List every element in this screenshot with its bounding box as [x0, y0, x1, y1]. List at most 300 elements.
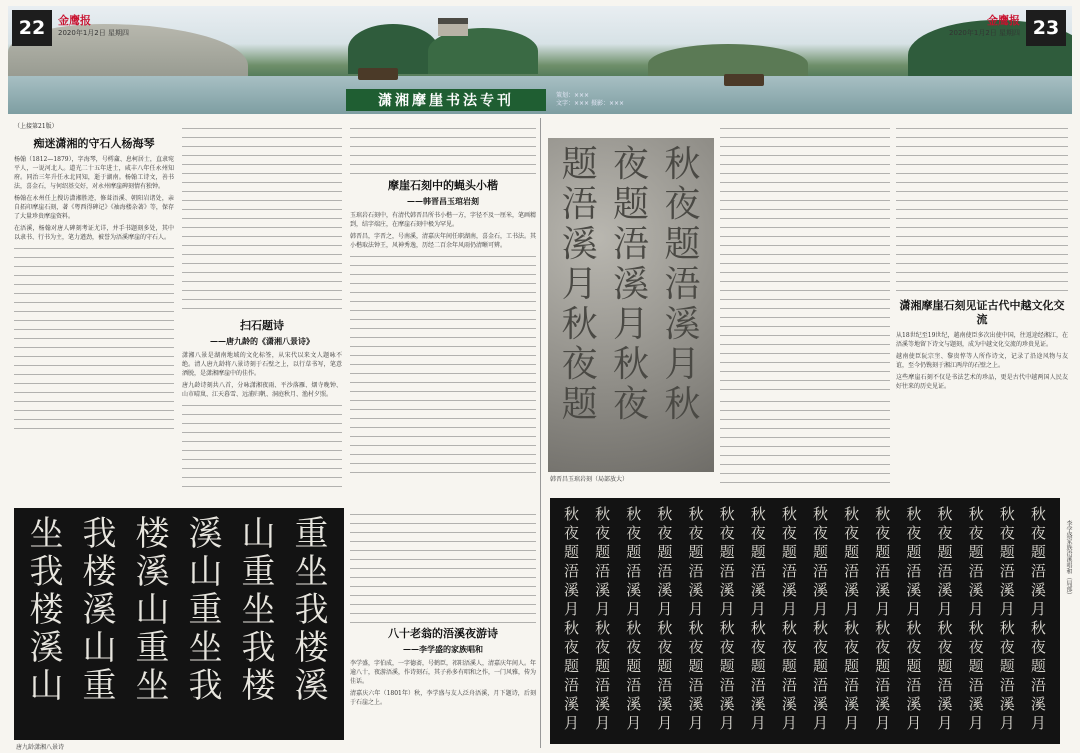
calligraphy-glyph: 月 [999, 600, 1015, 618]
calligraphy-glyph: 溪 [595, 581, 611, 599]
calligraphy-glyph: 溪 [82, 590, 117, 630]
calligraphy-glyph: 楼 [82, 552, 117, 592]
calligraphy-glyph: 题 [1030, 657, 1046, 675]
calligraphy-glyph: 重 [241, 552, 276, 592]
body-text-lines [350, 511, 536, 623]
calligraphy-glyph: 溪 [688, 581, 704, 599]
calligraphy-column [242, 516, 276, 732]
calligraphy-glyph: 题 [875, 657, 891, 675]
calligraphy-glyph: 山 [241, 514, 276, 554]
calligraphy-glyph: 溪 [906, 581, 922, 599]
supplement-title: 潇湘摩崖书法专刊 [346, 89, 546, 111]
calligraphy-column [564, 506, 579, 736]
calligraphy-glyph: 浯 [626, 562, 642, 580]
calligraphy-glyph: 题 [612, 184, 649, 225]
calligraphy-glyph: 秋 [999, 619, 1015, 637]
article-paragraph: 杨翰（1812—1879），字海琴，号樗盦、息柯居士，直隶宛平人，一说河北人。道光二十五年进士，咸丰八年任永州知府。同治三年升任永北同知，逝于湖南。杨翰工诗文，善书法，喜金石，与何绍基交好，对永州摩崖碑刻情有独钟。 [14, 156, 174, 190]
calligraphy-glyph: 浯 [561, 184, 598, 225]
calligraphy-glyph: 月 [906, 600, 922, 618]
calligraphy-column [906, 506, 921, 736]
calligraphy-glyph: 浯 [564, 676, 580, 694]
body-text-lines [182, 125, 342, 315]
article-paragraph: 潇湘八景是湖南地域的文化标签，从宋代以来文人题咏不绝。清人唐九龄将八景诗刻于石壁之上，以行草书写，笔意洒脱，是潇湘摩崖中的佳作。 [182, 352, 342, 377]
calligraphy-glyph: 月 [844, 600, 860, 618]
stone-glyphs [548, 138, 714, 472]
body-text-lines [350, 253, 536, 473]
calligraphy-glyph: 题 [844, 543, 860, 561]
calligraphy-glyph: 秋 [564, 505, 580, 523]
calligraphy-glyph: 我 [241, 628, 276, 668]
calligraphy-glyph: 秋 [968, 505, 984, 523]
calligraphy-glyph: 重 [135, 628, 170, 668]
calligraphy-column [562, 146, 598, 464]
calligraphy-glyph: 溪 [875, 695, 891, 713]
calligraphy-glyph: 题 [561, 144, 598, 185]
calligraphy-glyph: 浯 [844, 676, 860, 694]
calligraphy-glyph: 月 [1030, 600, 1046, 618]
calligraphy-glyph: 浯 [781, 562, 797, 580]
calligraphy-column [595, 506, 610, 736]
calligraphy-glyph: 我 [188, 666, 223, 706]
calligraphy-glyph: 浯 [937, 562, 953, 580]
calligraphy-glyph: 浯 [750, 562, 766, 580]
calligraphy-glyph: 溪 [626, 581, 642, 599]
body-text-lines [350, 125, 536, 175]
article-title: 摩崖石刻中的蝇头小楷 [388, 179, 498, 192]
page-number-left: 22 [12, 10, 52, 46]
calligraphy-glyph: 夜 [612, 144, 649, 185]
calligraphy-glyph: 浯 [844, 562, 860, 580]
calligraphy-glyph: 溪 [29, 628, 64, 668]
calligraphy-glyph: 月 [844, 714, 860, 732]
calligraphy-column [782, 506, 797, 736]
calligraphy-glyph: 秋 [750, 619, 766, 637]
calligraphy-glyph: 题 [968, 543, 984, 561]
body-text-lines [720, 398, 890, 488]
article-column [896, 122, 1068, 492]
calligraphy-column [813, 506, 828, 736]
credits-line: 文字：××× 摄影：××× [556, 100, 625, 107]
calligraphy-glyph: 题 [937, 657, 953, 675]
calligraphy-glyph: 题 [813, 543, 829, 561]
calligraphy-glyph: 夜 [561, 344, 598, 385]
calligraphy-rubbing-photo [14, 508, 344, 740]
calligraphy-glyph: 溪 [657, 581, 673, 599]
calligraphy-glyph: 月 [595, 714, 611, 732]
calligraphy-column [875, 506, 890, 736]
calligraphy-glyph: 楼 [135, 514, 170, 554]
article-paragraph: 这些摩崖石刻不仅是书法艺术的珍品，更是古代中越两国人民友好往来的历史见证。 [896, 374, 1068, 390]
calligraphy-glyph: 浯 [999, 562, 1015, 580]
calligraphy-glyph: 秋 [719, 505, 735, 523]
calligraphy-glyph: 溪 [294, 666, 329, 706]
calligraphy-glyph: 秋 [875, 619, 891, 637]
body-text-lines [14, 245, 174, 435]
calligraphy-glyph: 浯 [612, 224, 649, 265]
calligraphy-glyph: 题 [719, 657, 735, 675]
calligraphy-column [689, 506, 704, 736]
calligraphy-glyph: 题 [999, 543, 1015, 561]
calligraphy-glyph: 夜 [968, 638, 984, 656]
calligraphy-glyph: 夜 [875, 524, 891, 542]
calligraphy-glyph: 题 [688, 543, 704, 561]
article-title: 扫石题诗 [240, 319, 284, 332]
article-subtitle: ——唐九龄的《潇湘八景诗》 [210, 336, 314, 346]
calligraphy-glyph: 夜 [595, 524, 611, 542]
calligraphy-glyph: 月 [937, 600, 953, 618]
calligraphy-column [136, 516, 170, 732]
calligraphy-glyph: 坐 [135, 666, 170, 706]
calligraphy-glyph: 秋 [561, 304, 598, 345]
calligraphy-glyph: 秋 [937, 619, 953, 637]
calligraphy-glyph: 夜 [564, 524, 580, 542]
calligraphy-glyph: 浯 [664, 264, 701, 305]
dateline-left: 2020年1月2日 星期四 [58, 29, 129, 37]
calligraphy-glyph: 秋 [688, 505, 704, 523]
article-column [350, 508, 536, 746]
calligraphy-glyph: 月 [968, 600, 984, 618]
photo-caption: 唐九龄潇湘八景诗 [16, 744, 65, 751]
calligraphy-glyph: 夜 [781, 524, 797, 542]
calligraphy-glyph: 溪 [561, 224, 598, 265]
calligraphy-glyph: 题 [626, 543, 642, 561]
calligraphy-glyph: 浯 [688, 676, 704, 694]
calligraphy-glyph: 浯 [1030, 562, 1046, 580]
calligraphy-glyph: 夜 [688, 638, 704, 656]
header-banner-photo [8, 6, 1072, 114]
calligraphy-glyph: 秋 [813, 619, 829, 637]
calligraphy-glyph: 秋 [564, 619, 580, 637]
calligraphy-glyph: 题 [595, 657, 611, 675]
calligraphy-glyph: 月 [1030, 714, 1046, 732]
calligraphy-glyph: 题 [719, 543, 735, 561]
calligraphy-glyph: 月 [750, 714, 766, 732]
calligraphy-glyph: 题 [937, 543, 953, 561]
calligraphy-glyph: 溪 [135, 552, 170, 592]
calligraphy-column [626, 506, 641, 736]
calligraphy-glyph: 月 [719, 600, 735, 618]
article-paragraph: 韩晋昌，字晋之，号南溪，清嘉庆年间任职湖南，喜金石，工书法。其小楷取法钟王，风神秀逸，历经二百余年风雨仍清晰可辨。 [350, 233, 536, 249]
calligraphy-glyph: 我 [29, 552, 64, 592]
calligraphy-glyph: 夜 [612, 384, 649, 425]
calligraphy-glyph: 题 [564, 543, 580, 561]
article-paragraph: 越南使臣阮宗窐、黎贵惇等人所作诗文，记录了沿途风物与友谊，至今仍镌刻于湘江两岸的石壁之上。 [896, 353, 1068, 369]
calligraphy-glyph: 月 [750, 600, 766, 618]
calligraphy-glyph: 夜 [688, 524, 704, 542]
calligraphy-glyph: 题 [813, 657, 829, 675]
article-column [350, 122, 536, 502]
calligraphy-glyph: 夜 [906, 524, 922, 542]
calligraphy-glyph: 我 [294, 590, 329, 630]
calligraphy-glyph: 溪 [999, 695, 1015, 713]
calligraphy-glyph: 秋 [664, 384, 701, 425]
calligraphy-glyph: 月 [813, 600, 829, 618]
calligraphy-glyph: 题 [875, 543, 891, 561]
calligraphy-column [30, 516, 64, 732]
calligraphy-glyph: 题 [657, 543, 673, 561]
calligraphy-glyph: 溪 [844, 581, 860, 599]
gutter-divider [540, 118, 541, 748]
calligraphy-glyph: 浯 [595, 676, 611, 694]
calligraphy-glyph: 溪 [719, 695, 735, 713]
continued-note: （上接第21版） [14, 123, 58, 130]
calligraphy-glyph: 溪 [657, 695, 673, 713]
calligraphy-glyph: 秋 [664, 144, 701, 185]
calligraphy-glyph: 溪 [612, 264, 649, 305]
calligraphy-glyph: 秋 [844, 505, 860, 523]
calligraphy-glyph: 秋 [906, 619, 922, 637]
calligraphy-glyph: 月 [561, 264, 598, 305]
calligraphy-glyph: 秋 [657, 619, 673, 637]
calligraphy-glyph: 浯 [719, 562, 735, 580]
calligraphy-glyph: 夜 [626, 524, 642, 542]
calligraphy-glyph: 溪 [999, 581, 1015, 599]
boat-icon [358, 68, 398, 80]
calligraphy-glyph: 题 [844, 657, 860, 675]
calligraphy-glyph: 月 [813, 714, 829, 732]
calligraphy-column [657, 506, 672, 736]
calligraphy-glyph: 题 [1030, 543, 1046, 561]
calligraphy-glyph: 浯 [688, 562, 704, 580]
calligraphy-rubbing-photo [550, 498, 1060, 744]
calligraphy-glyph: 题 [750, 657, 766, 675]
calligraphy-glyph: 浯 [626, 676, 642, 694]
article-paragraph: 玉琯岩石刻中，有清代韩晋昌所书小楷一方，字径不及一厘米，笔画精到，结字端庄，在摩崖石刻中极为罕见。 [350, 212, 536, 228]
calligraphy-glyph: 浯 [781, 676, 797, 694]
calligraphy-glyph: 题 [906, 657, 922, 675]
calligraphy-column [1000, 506, 1015, 736]
page-number-right: 23 [1026, 10, 1066, 46]
calligraphy-glyph: 题 [781, 543, 797, 561]
calligraphy-glyph: 坐 [29, 514, 64, 554]
body-text-lines [720, 125, 890, 395]
calligraphy-glyph: 溪 [564, 581, 580, 599]
calligraphy-glyph: 月 [719, 714, 735, 732]
calligraphy-glyph: 月 [688, 714, 704, 732]
calligraphy-glyph: 月 [595, 600, 611, 618]
calligraphy-glyph: 浯 [1030, 676, 1046, 694]
calligraphy-glyph: 重 [294, 514, 329, 554]
masthead-left: 金鹰报 [58, 14, 91, 27]
calligraphy-glyph: 溪 [937, 581, 953, 599]
calligraphy-glyph: 秋 [844, 619, 860, 637]
calligraphy-glyph: 秋 [781, 619, 797, 637]
calligraphy-column [295, 516, 329, 732]
article-column [182, 122, 342, 502]
pavilion-icon [438, 18, 468, 36]
calligraphy-glyph: 秋 [657, 505, 673, 523]
calligraphy-column [189, 516, 223, 732]
calligraphy-glyph: 溪 [1030, 695, 1046, 713]
calligraphy-glyph: 夜 [750, 524, 766, 542]
calligraphy-glyph: 溪 [719, 581, 735, 599]
calligraphy-glyph: 秋 [781, 505, 797, 523]
calligraphy-glyph: 月 [999, 714, 1015, 732]
calligraphy-glyph: 浯 [999, 676, 1015, 694]
rubbing-glyphs [550, 498, 1060, 744]
calligraphy-glyph: 夜 [750, 638, 766, 656]
calligraphy-glyph: 溪 [688, 695, 704, 713]
calligraphy-glyph: 秋 [719, 619, 735, 637]
rubbing-glyphs [14, 508, 344, 740]
calligraphy-glyph: 溪 [844, 695, 860, 713]
article-paragraph: 清嘉庆六年（1801年）秋，李学盛与友人泛舟浯溪，月下题诗，后刻于石崖之上。 [350, 690, 536, 706]
calligraphy-glyph: 夜 [657, 638, 673, 656]
calligraphy-glyph: 坐 [294, 552, 329, 592]
calligraphy-glyph: 溪 [813, 695, 829, 713]
calligraphy-glyph: 题 [664, 224, 701, 265]
article-paragraph: 杨翰在永州任上搜访潇湘胜迹，修葺浯溪、朝阳岩诸处，亲自拓印摩崖石刻，著《粤西得碑记》《袖海楼杂著》等，保存了大量珍贵摩崖资料。 [14, 195, 174, 220]
calligraphy-glyph: 秋 [595, 619, 611, 637]
boat-icon [724, 74, 764, 86]
calligraphy-glyph: 浯 [875, 676, 891, 694]
calligraphy-glyph: 溪 [781, 695, 797, 713]
article-paragraph: 在浯溪，杨翰对唐人碑刻考证尤详，并手书题刻多处，其中以隶书、行书为主，笔力遒劲，被誉为浯溪摩崖的守石人。 [14, 225, 174, 241]
calligraphy-glyph: 月 [968, 714, 984, 732]
article-paragraph: 从18世纪至19世纪，越南使臣多次出使中国，往返途经湘江，在浯溪等地留下诗文与题刻，成为中越文化交流的珍贵见证。 [896, 332, 1068, 348]
calligraphy-glyph: 溪 [906, 695, 922, 713]
calligraphy-glyph: 月 [626, 714, 642, 732]
calligraphy-column [720, 506, 735, 736]
calligraphy-column [938, 506, 953, 736]
calligraphy-glyph: 重 [82, 666, 117, 706]
article-title: 八十老翁的浯溪夜游诗 [388, 627, 498, 640]
calligraphy-column [613, 146, 649, 464]
calligraphy-glyph: 题 [595, 543, 611, 561]
calligraphy-glyph: 山 [135, 590, 170, 630]
article-column [14, 122, 174, 502]
credits-line: 策划：××× [556, 92, 590, 99]
calligraphy-glyph: 秋 [688, 619, 704, 637]
calligraphy-column [83, 516, 117, 732]
calligraphy-glyph: 浯 [906, 562, 922, 580]
calligraphy-glyph: 夜 [999, 524, 1015, 542]
calligraphy-glyph: 夜 [968, 524, 984, 542]
calligraphy-glyph: 题 [626, 657, 642, 675]
calligraphy-glyph: 秋 [999, 505, 1015, 523]
calligraphy-glyph: 溪 [664, 304, 701, 345]
calligraphy-glyph: 月 [657, 714, 673, 732]
article-paragraph: 李学盛，字伯成，一字德斋，号鹤臣，祁阳浯溪人，清嘉庆年间人。年逾八十，夜游浯溪，作诗刻石，其子孙多有唱和之作，一门风雅，传为佳话。 [350, 660, 536, 685]
article-subtitle: ——韩晋昌玉琯岩刻 [407, 196, 479, 206]
calligraphy-glyph: 夜 [595, 638, 611, 656]
calligraphy-glyph: 题 [657, 657, 673, 675]
calligraphy-glyph: 楼 [241, 666, 276, 706]
calligraphy-glyph: 溪 [968, 581, 984, 599]
calligraphy-glyph: 溪 [564, 695, 580, 713]
calligraphy-glyph: 浯 [937, 676, 953, 694]
calligraphy-glyph: 楼 [294, 628, 329, 668]
calligraphy-glyph: 浯 [564, 562, 580, 580]
calligraphy-glyph: 夜 [906, 638, 922, 656]
calligraphy-glyph: 浯 [595, 562, 611, 580]
calligraphy-glyph: 月 [564, 714, 580, 732]
calligraphy-glyph: 秋 [1030, 505, 1046, 523]
calligraphy-glyph: 夜 [657, 524, 673, 542]
calligraphy-glyph: 夜 [875, 638, 891, 656]
calligraphy-glyph: 秋 [1030, 619, 1046, 637]
calligraphy-glyph: 浯 [750, 676, 766, 694]
calligraphy-glyph: 秋 [612, 344, 649, 385]
calligraphy-glyph: 夜 [1030, 524, 1046, 542]
article-subtitle: ——李学盛的家族唱和 [403, 644, 483, 654]
calligraphy-glyph: 夜 [937, 524, 953, 542]
calligraphy-glyph: 夜 [564, 638, 580, 656]
calligraphy-glyph: 秋 [875, 505, 891, 523]
calligraphy-glyph: 夜 [719, 638, 735, 656]
calligraphy-glyph: 月 [657, 600, 673, 618]
masthead-right: 金鹰报 [987, 14, 1020, 27]
calligraphy-glyph: 秋 [968, 619, 984, 637]
article-title: 潇湘摩崖石刻见证古代中越文化交流 [899, 299, 1065, 326]
calligraphy-glyph: 浯 [813, 562, 829, 580]
calligraphy-glyph: 题 [750, 543, 766, 561]
calligraphy-glyph: 月 [612, 304, 649, 345]
calligraphy-column [751, 506, 766, 736]
calligraphy-glyph: 秋 [595, 505, 611, 523]
article-title: 痴迷潇湘的守石人杨海琴 [33, 137, 155, 150]
calligraphy-glyph: 题 [688, 657, 704, 675]
calligraphy-glyph: 月 [564, 600, 580, 618]
calligraphy-glyph: 溪 [750, 581, 766, 599]
calligraphy-column [664, 146, 700, 464]
calligraphy-glyph: 楼 [29, 590, 64, 630]
calligraphy-column [1031, 506, 1046, 736]
calligraphy-glyph: 浯 [657, 676, 673, 694]
photo-caption: 李学盛家族浯溪唱和（局部） [1065, 520, 1072, 598]
calligraphy-glyph: 溪 [937, 695, 953, 713]
stone-inscription-photo [548, 138, 714, 472]
calligraphy-glyph: 浯 [968, 562, 984, 580]
calligraphy-glyph: 夜 [664, 184, 701, 225]
calligraphy-glyph: 夜 [844, 638, 860, 656]
calligraphy-glyph: 月 [906, 714, 922, 732]
calligraphy-glyph: 月 [781, 714, 797, 732]
calligraphy-glyph: 夜 [937, 638, 953, 656]
calligraphy-glyph: 浯 [906, 676, 922, 694]
calligraphy-glyph: 题 [781, 657, 797, 675]
calligraphy-glyph: 山 [82, 628, 117, 668]
calligraphy-glyph: 秋 [937, 505, 953, 523]
calligraphy-glyph: 浯 [813, 676, 829, 694]
island-hill [348, 24, 438, 74]
calligraphy-glyph: 溪 [1030, 581, 1046, 599]
calligraphy-glyph: 题 [906, 543, 922, 561]
calligraphy-glyph: 夜 [813, 524, 829, 542]
body-text-lines [182, 402, 342, 492]
calligraphy-glyph: 溪 [875, 581, 891, 599]
dateline-right: 2020年1月2日 星期四 [949, 29, 1020, 37]
calligraphy-glyph: 题 [999, 657, 1015, 675]
calligraphy-glyph: 秋 [813, 505, 829, 523]
calligraphy-glyph: 溪 [188, 514, 223, 554]
calligraphy-glyph: 山 [29, 666, 64, 706]
calligraphy-glyph: 月 [664, 344, 701, 385]
calligraphy-glyph: 月 [937, 714, 953, 732]
calligraphy-glyph: 题 [968, 657, 984, 675]
calligraphy-glyph: 夜 [1030, 638, 1046, 656]
body-text-lines [896, 125, 1068, 295]
calligraphy-glyph: 山 [188, 552, 223, 592]
calligraphy-glyph: 夜 [813, 638, 829, 656]
calligraphy-glyph: 秋 [906, 505, 922, 523]
calligraphy-glyph: 月 [875, 600, 891, 618]
calligraphy-column [844, 506, 859, 736]
banner-credits [556, 92, 624, 108]
calligraphy-glyph: 秋 [626, 619, 642, 637]
calligraphy-glyph: 月 [626, 600, 642, 618]
calligraphy-glyph: 夜 [719, 524, 735, 542]
